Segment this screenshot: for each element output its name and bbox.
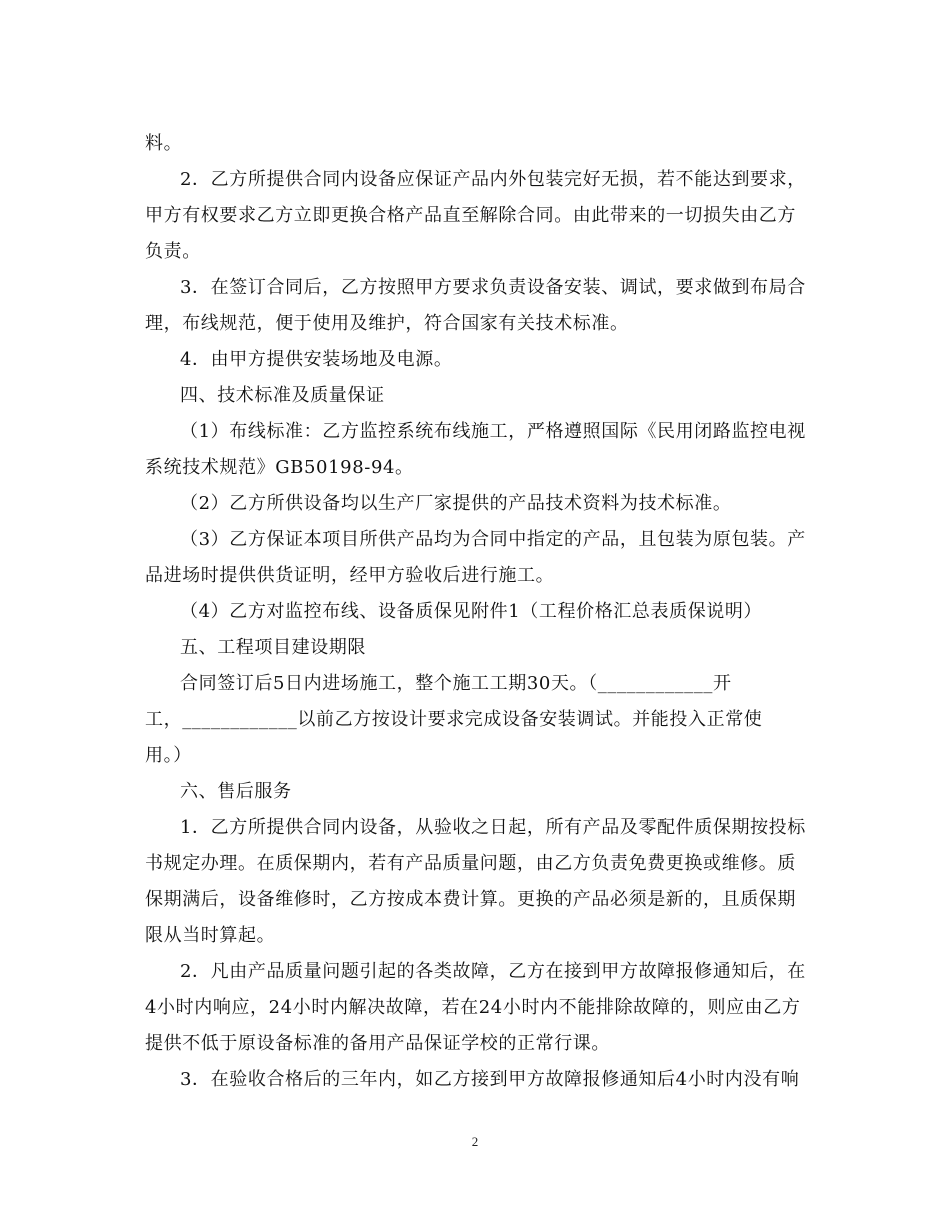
text-line: 工，____________以前乙方按设计要求完成设备安装调试。并能投入正常使 (145, 709, 763, 730)
text-line: 4小时内响应，24小时内解决故障，若在24小时内不能排除故障的，则应由乙方 (145, 997, 801, 1018)
text-line: 限从当时算起。 (145, 925, 276, 946)
text-line: 甲方有权要求乙方立即更换合格产品直至解除合同。由此带来的一切损失由乙方 (145, 205, 796, 226)
text-line: 3．在签订合同后，乙方按照甲方要求负责设备安装、调试，要求做到布局合 (180, 277, 806, 298)
text-line: 负责。 (145, 241, 201, 262)
text-line: 料。 (145, 133, 183, 154)
text-line: 提供不低于原设备标准的备用产品保证学校的正常行课。 (145, 1033, 610, 1054)
text-line: （1）布线标准：乙方监控系统布线施工，严格遵照国际《民用闭路监控电视 (180, 421, 806, 442)
text-line: 保期满后，设备维修时，乙方按成本费计算。更换的产品必须是新的，且质保期 (145, 889, 796, 910)
page-number: 2 (471, 1134, 479, 1149)
text-line: 3．在验收合格后的三年内，如乙方接到甲方故障报修通知后4小时内没有响 (180, 1069, 800, 1090)
text-line: 4．由甲方提供安装场地及电源。 (180, 349, 453, 370)
text-line: 用。） (145, 745, 192, 766)
section-heading: 四、技术标准及质量保证 (180, 385, 385, 406)
text-line: 2．凡由产品质量问题引起的各类故障，乙方在接到甲方故障报修通知后，在 (180, 961, 806, 982)
section-heading: 六、售后服务 (180, 781, 292, 802)
text-line: （2）乙方所供设备均以生产厂家提供的产品技术资料为技术标准。 (180, 493, 732, 514)
section-heading: 五、工程项目建设期限 (180, 637, 366, 658)
text-line: 系统技术规范》GB50198-94。 (145, 457, 414, 478)
text-line: （3）乙方保证本项目所供产品均为合同中指定的产品，且包装为原包装。产 (180, 529, 806, 550)
text-line: （4）乙方对监控布线、设备质保见附件1（工程价格汇总表质保说明） (180, 601, 763, 622)
text-line: 2．乙方所提供合同内设备应保证产品内外包装完好无损，若不能达到要求， (180, 169, 806, 190)
text-line: 1．乙方所提供合同内设备，从验收之日起，所有产品及零配件质保期按投标 (180, 817, 806, 838)
text-line: 理，布线规范，便于使用及维护，符合国家有关技术标准。 (145, 313, 629, 334)
text-line: 合同签订后5日内进场施工，整个施工工期30天。（____________开 (180, 673, 732, 694)
text-line: 品进场时提供供货证明，经甲方验收后进行施工。 (145, 565, 555, 586)
text-line: 书规定办理。在质保期内，若有产品质量问题，由乙方负责免费更换或维修。质 (145, 853, 796, 874)
